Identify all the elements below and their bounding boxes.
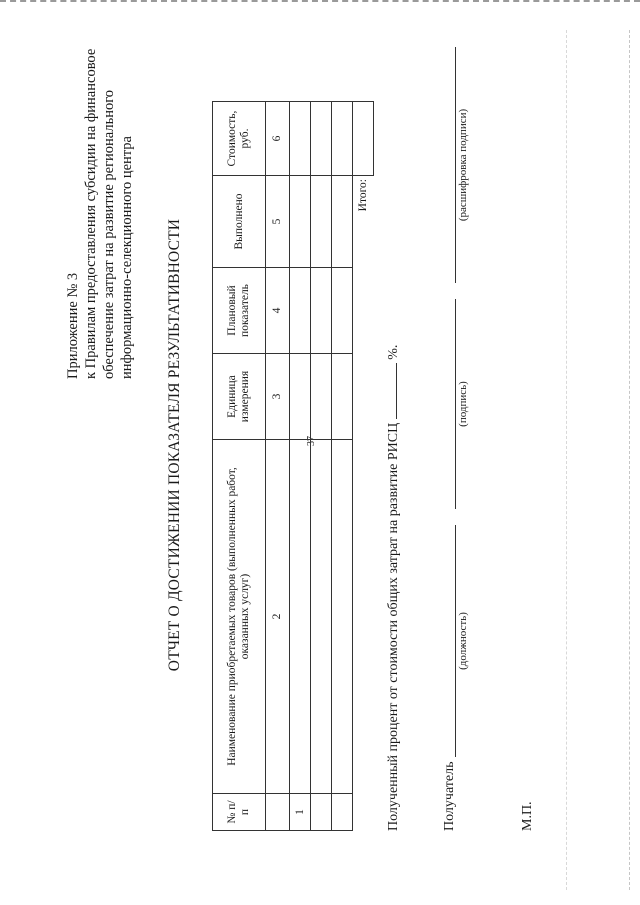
position-line[interactable] [440, 525, 456, 757]
table-row [311, 102, 332, 831]
column-number: 4 [266, 268, 290, 354]
table-cell [290, 268, 311, 354]
total-spacer [353, 268, 374, 831]
header-cost: Стоимость, руб. [213, 102, 266, 176]
scan-edge-right [629, 30, 630, 890]
table-cell [290, 440, 311, 794]
table-cell [290, 354, 311, 440]
total-row [353, 102, 374, 831]
table-cell [332, 354, 353, 440]
table-cell [332, 176, 353, 268]
percent-suffix: %. [386, 344, 401, 360]
column-number-row [266, 102, 290, 831]
recipient-label: Получатель [442, 761, 457, 831]
column-number: 2 [266, 440, 290, 794]
report-table [212, 101, 374, 831]
scan-edge-top [0, 0, 640, 2]
total-value [353, 102, 374, 176]
report-title: ОТЧЕТ О ДОСТИЖЕНИИ ПОКАЗАТЕЛЯ РЕЗУЛЬТАТИВНОСТИ [166, 218, 183, 672]
column-number [266, 794, 290, 831]
table-cell [332, 794, 353, 831]
signature-caption: (подпись) [457, 381, 469, 427]
header-name: Наименование приобретаемых товаров (выполненных работ, оказанных услуг) [213, 440, 266, 794]
table-cell [311, 354, 332, 440]
position-block [440, 525, 469, 757]
table-cell [311, 440, 332, 794]
rotated-document [50, 15, 610, 875]
signature-block [440, 299, 469, 509]
appendix-line: к Правилам предоставления субсидии на финансовое [83, 48, 99, 379]
header-number: № п/п [213, 794, 266, 831]
header-done: Выполнено [213, 176, 266, 268]
table-cell [311, 794, 332, 831]
stamp-place: М.П. [520, 801, 535, 831]
table-cell [290, 176, 311, 268]
table-cell [290, 102, 311, 176]
percent-blank[interactable] [384, 363, 397, 419]
appendix-header [64, 19, 136, 379]
position-caption: (должность) [457, 612, 469, 670]
signature-line[interactable] [440, 299, 456, 509]
decoding-block [440, 47, 469, 283]
decoding-caption: (расшифровка подписи) [457, 108, 469, 222]
percent-label: Полученный процент от стоимости общих затрат на развитие РИСЦ [386, 422, 401, 831]
table-cell [332, 268, 353, 354]
column-number: 5 [266, 176, 290, 268]
table-cell [332, 440, 353, 794]
percent-line [384, 345, 402, 831]
header-plan: Плановый показатель [213, 268, 266, 354]
table-cell [311, 176, 332, 268]
decoding-line[interactable] [440, 47, 456, 283]
column-number: 6 [266, 102, 290, 176]
total-label: Итого: [356, 179, 369, 212]
appendix-line: информационно-селекционного центра [119, 136, 135, 379]
table-cell: 1 [290, 794, 311, 831]
header-unit: Единица измерения [213, 354, 266, 440]
column-number: 3 [266, 354, 290, 440]
table-cell [311, 102, 332, 176]
appendix-line: обеспечение затрат на развитие регионального [101, 89, 117, 379]
table-row [332, 102, 353, 831]
table-cell [332, 102, 353, 176]
table-header-row [213, 102, 266, 831]
page-number: 37 [306, 436, 317, 446]
table-cell [311, 268, 332, 354]
table-row [290, 102, 311, 831]
appendix-line: Приложение № 3 [65, 272, 81, 379]
